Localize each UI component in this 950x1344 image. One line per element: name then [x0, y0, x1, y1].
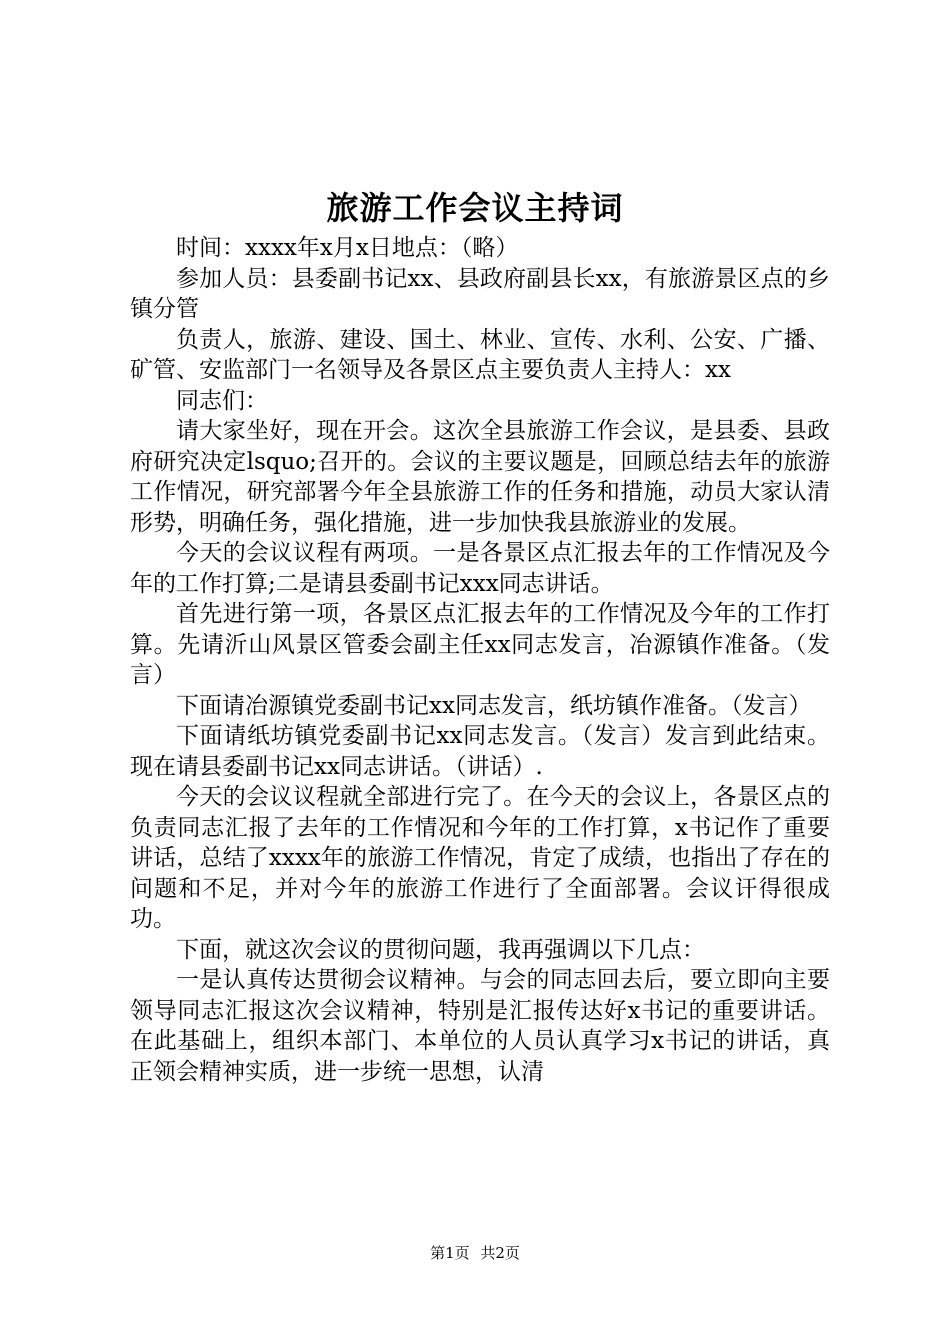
paragraph-agenda: 今天的会议议程有两项。一是各景区点汇报去年的工作情况及今年的工作打算;二是请县委副书记xxx同志讲话。: [130, 540, 830, 597]
paragraph-time: 时间：xxxx年x月x日地点：（略）: [176, 235, 519, 261]
paragraph-opening: 请大家坐好，现在开会。这次全县旅游工作会议，是县委、县政府研究决定lsquo;召开的。会议的主要议题是，回顾总结去年的旅游工作情况，研究部署今年全县旅游工作的任务和措施，动员大家认清形势，明确任务，强化措施，进一步加快我县旅游业的发展。: [130, 418, 830, 536]
paragraph-greeting: 同志们：: [176, 387, 268, 414]
paragraph-next-speaker: 下面请冶源镇党委副书记xx同志发言，纸坊镇作准备。（发言）: [176, 692, 812, 719]
page-total: 共2页: [480, 1244, 520, 1262]
paragraph-point-one: 一是认真传达贯彻会议精神。与会的同志回去后，要立即向主要领导同志汇报这次会议精神，特别是汇报传达好x书记的重要讲话。在此基础上，组织本部门、本单位的人员认真学习x书记的讲话，真正领会精神实质，进一步统一思想，认清: [130, 967, 830, 1085]
paragraph-summary: 今天的会议议程就全部进行完了。在今天的会议上，各景区点的负责同志汇报了去年的工作情况和今年的工作打算，x书记作了重要讲话，总结了xxxx年的旅游工作情况，肯定了成绩，也指出了存在的问题和不足，并对今年的旅游工作进行了全面部署。会议讦得很成功。: [130, 784, 830, 932]
paragraph-emphasis-intro: 下面，就这次会议的贯彻问题，我再强调以下几点：: [176, 936, 705, 963]
document-title: 旅游工作会议主持词: [326, 189, 624, 227]
document-body: [130, 233, 830, 1087]
paragraph-attendees-continued: 负责人，旅游、建设、国土、林业、宣传、水利、公安、广播、矿管、安监部门一名领导及各景区点主要负责人主持人：xx: [130, 326, 830, 383]
page-number: 第1页: [430, 1244, 470, 1262]
page-footer: [0, 1243, 950, 1263]
paragraph-final-speaker: 下面请纸坊镇党委副书记xx同志发言。（发言）发言到此结束。现在请县委副书记xx同志讲话。（讲话）.: [130, 723, 830, 780]
paragraph-attendees: 参加人员：县委副书记xx、县政府副县长xx，有旅游景区点的乡镇分管: [130, 265, 830, 322]
paragraph-item-one: 首先进行第一项，各景区点汇报去年的工作情况及今年的工作打算。先请沂山风景区管委会副主任xx同志发言，冶源镇作准备。（发言）: [130, 601, 830, 688]
